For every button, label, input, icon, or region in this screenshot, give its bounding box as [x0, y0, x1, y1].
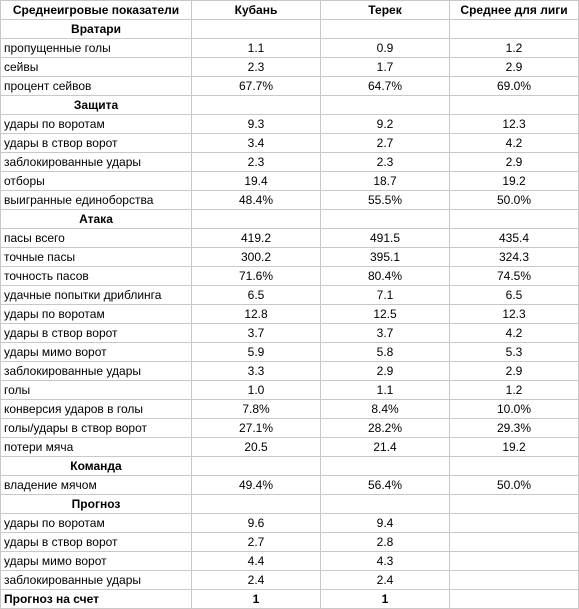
- section-title: Защита: [1, 96, 192, 115]
- team1-value: 5.9: [192, 343, 321, 362]
- team1-value: 2.3: [192, 153, 321, 172]
- team2-value: 0.9: [321, 39, 450, 58]
- league-value: 1.2: [450, 381, 579, 400]
- row-label: удачные попытки дриблинга: [1, 286, 192, 305]
- row-label: удары в створ ворот: [1, 134, 192, 153]
- team1-value: 300.2: [192, 248, 321, 267]
- team2-value: 1.7: [321, 58, 450, 77]
- team1-value: 1.0: [192, 381, 321, 400]
- table-row: [1, 400, 579, 419]
- section-title: Команда: [1, 457, 192, 476]
- empty-cell: [321, 495, 450, 514]
- league-value: 2.9: [450, 362, 579, 381]
- empty-cell: [450, 20, 579, 39]
- team2-value: 2.3: [321, 153, 450, 172]
- empty-cell: [450, 495, 579, 514]
- league-value: 19.2: [450, 172, 579, 191]
- team2-value: 491.5: [321, 229, 450, 248]
- team2-value: 18.7: [321, 172, 450, 191]
- table-row: [1, 229, 579, 248]
- league-value: 74.5%: [450, 267, 579, 286]
- league-value: 50.0%: [450, 476, 579, 495]
- row-label: процент сейвов: [1, 77, 192, 96]
- row-label: заблокированные удары: [1, 153, 192, 172]
- section-header-row: [1, 96, 579, 115]
- section-header-row: [1, 210, 579, 229]
- row-label: пасы всего: [1, 229, 192, 248]
- score-forecast-row: [1, 590, 579, 609]
- team1-value: 2.3: [192, 58, 321, 77]
- forecast-row: [1, 514, 579, 533]
- forecast-row: [1, 533, 579, 552]
- league-value: 2.9: [450, 153, 579, 172]
- empty-cell: [192, 457, 321, 476]
- team2-value: 9.4: [321, 514, 450, 533]
- row-label: отборы: [1, 172, 192, 191]
- empty-cell: [192, 20, 321, 39]
- header-metric: Среднеигровые показатели: [1, 1, 192, 20]
- row-label: конверсия ударов в голы: [1, 400, 192, 419]
- stats-table-body: [1, 1, 579, 609]
- section-title: Вратари: [1, 20, 192, 39]
- forecast-header-row: [1, 495, 579, 514]
- empty-cell: [450, 514, 579, 533]
- team1-value: 6.5: [192, 286, 321, 305]
- team1-value: 1: [192, 590, 321, 609]
- team1-value: 7.8%: [192, 400, 321, 419]
- team1-value: 27.1%: [192, 419, 321, 438]
- table-row: [1, 191, 579, 210]
- team1-value: 67.7%: [192, 77, 321, 96]
- team2-value: 2.9: [321, 362, 450, 381]
- empty-cell: [321, 20, 450, 39]
- row-label: заблокированные удары: [1, 362, 192, 381]
- row-label: голы/удары в створ ворот: [1, 419, 192, 438]
- team1-value: 20.5: [192, 438, 321, 457]
- team2-value: 5.8: [321, 343, 450, 362]
- league-value: 435.4: [450, 229, 579, 248]
- team2-value: 4.3: [321, 552, 450, 571]
- team2-value: 2.4: [321, 571, 450, 590]
- team2-value: 2.7: [321, 134, 450, 153]
- team1-value: 12.8: [192, 305, 321, 324]
- table-row: [1, 153, 579, 172]
- empty-cell: [450, 571, 579, 590]
- team2-value: 28.2%: [321, 419, 450, 438]
- row-label: заблокированные удары: [1, 571, 192, 590]
- table-row: [1, 172, 579, 191]
- league-value: 5.3: [450, 343, 579, 362]
- section-title: Атака: [1, 210, 192, 229]
- section-header-row: [1, 20, 579, 39]
- row-label: удары мимо ворот: [1, 343, 192, 362]
- team1-value: 19.4: [192, 172, 321, 191]
- table-row: [1, 476, 579, 495]
- team1-value: 48.4%: [192, 191, 321, 210]
- team1-value: 2.4: [192, 571, 321, 590]
- league-value: 1.2: [450, 39, 579, 58]
- row-label: удары по воротам: [1, 115, 192, 134]
- team2-value: 7.1: [321, 286, 450, 305]
- team1-value: 9.3: [192, 115, 321, 134]
- header-row: [1, 1, 579, 20]
- team1-value: 4.4: [192, 552, 321, 571]
- team2-value: 2.8: [321, 533, 450, 552]
- empty-cell: [450, 210, 579, 229]
- team1-value: 1.1: [192, 39, 321, 58]
- row-label: потери мяча: [1, 438, 192, 457]
- empty-cell: [450, 457, 579, 476]
- table-row: [1, 39, 579, 58]
- table-row: [1, 305, 579, 324]
- empty-cell: [450, 533, 579, 552]
- empty-cell: [321, 210, 450, 229]
- table-row: [1, 324, 579, 343]
- header-team2: Терек: [321, 1, 450, 20]
- table-row: [1, 58, 579, 77]
- table-row: [1, 362, 579, 381]
- team2-value: 8.4%: [321, 400, 450, 419]
- league-value: 2.9: [450, 58, 579, 77]
- row-label: удары в створ ворот: [1, 324, 192, 343]
- table-row: [1, 381, 579, 400]
- team1-value: 419.2: [192, 229, 321, 248]
- header-league: Среднее для лиги: [450, 1, 579, 20]
- header-team1: Кубань: [192, 1, 321, 20]
- row-label: Прогноз на счет: [1, 590, 192, 609]
- league-value: 19.2: [450, 438, 579, 457]
- team1-value: 2.7: [192, 533, 321, 552]
- league-value: 4.2: [450, 324, 579, 343]
- table-row: [1, 438, 579, 457]
- row-label: удары по воротам: [1, 514, 192, 533]
- row-label: выигранные единоборства: [1, 191, 192, 210]
- row-label: владение мячом: [1, 476, 192, 495]
- league-value: 29.3%: [450, 419, 579, 438]
- empty-cell: [192, 210, 321, 229]
- team2-value: 395.1: [321, 248, 450, 267]
- table-row: [1, 115, 579, 134]
- team2-value: 12.5: [321, 305, 450, 324]
- empty-cell: [450, 96, 579, 115]
- team2-value: 3.7: [321, 324, 450, 343]
- row-label: удары по воротам: [1, 305, 192, 324]
- forecast-row: [1, 552, 579, 571]
- team2-value: 80.4%: [321, 267, 450, 286]
- league-value: 4.2: [450, 134, 579, 153]
- empty-cell: [192, 96, 321, 115]
- team1-value: 49.4%: [192, 476, 321, 495]
- empty-cell: [192, 495, 321, 514]
- league-value: 12.3: [450, 115, 579, 134]
- table-row: [1, 248, 579, 267]
- row-label: пропущенные голы: [1, 39, 192, 58]
- league-value: 69.0%: [450, 77, 579, 96]
- league-value: 12.3: [450, 305, 579, 324]
- table-row: [1, 77, 579, 96]
- team2-value: 55.5%: [321, 191, 450, 210]
- empty-cell: [321, 457, 450, 476]
- team1-value: 9.6: [192, 514, 321, 533]
- forecast-row: [1, 571, 579, 590]
- section-header-row: [1, 457, 579, 476]
- team1-value: 3.7: [192, 324, 321, 343]
- team2-value: 1.1: [321, 381, 450, 400]
- table-row: [1, 286, 579, 305]
- row-label: удары мимо ворот: [1, 552, 192, 571]
- row-label: точность пасов: [1, 267, 192, 286]
- league-value: 324.3: [450, 248, 579, 267]
- team2-value: 56.4%: [321, 476, 450, 495]
- team2-value: 21.4: [321, 438, 450, 457]
- row-label: удары в створ ворот: [1, 533, 192, 552]
- team2-value: 1: [321, 590, 450, 609]
- league-value: 10.0%: [450, 400, 579, 419]
- row-label: голы: [1, 381, 192, 400]
- table-row: [1, 343, 579, 362]
- row-label: точные пасы: [1, 248, 192, 267]
- team1-value: 71.6%: [192, 267, 321, 286]
- empty-cell: [450, 552, 579, 571]
- empty-cell: [450, 590, 579, 609]
- team1-value: 3.4: [192, 134, 321, 153]
- row-label: сейвы: [1, 58, 192, 77]
- league-value: 50.0%: [450, 191, 579, 210]
- team1-value: 3.3: [192, 362, 321, 381]
- section-title: Прогноз: [1, 495, 192, 514]
- table-row: [1, 134, 579, 153]
- table-row: [1, 267, 579, 286]
- league-value: 6.5: [450, 286, 579, 305]
- team2-value: 64.7%: [321, 77, 450, 96]
- table-row: [1, 419, 579, 438]
- empty-cell: [321, 96, 450, 115]
- team2-value: 9.2: [321, 115, 450, 134]
